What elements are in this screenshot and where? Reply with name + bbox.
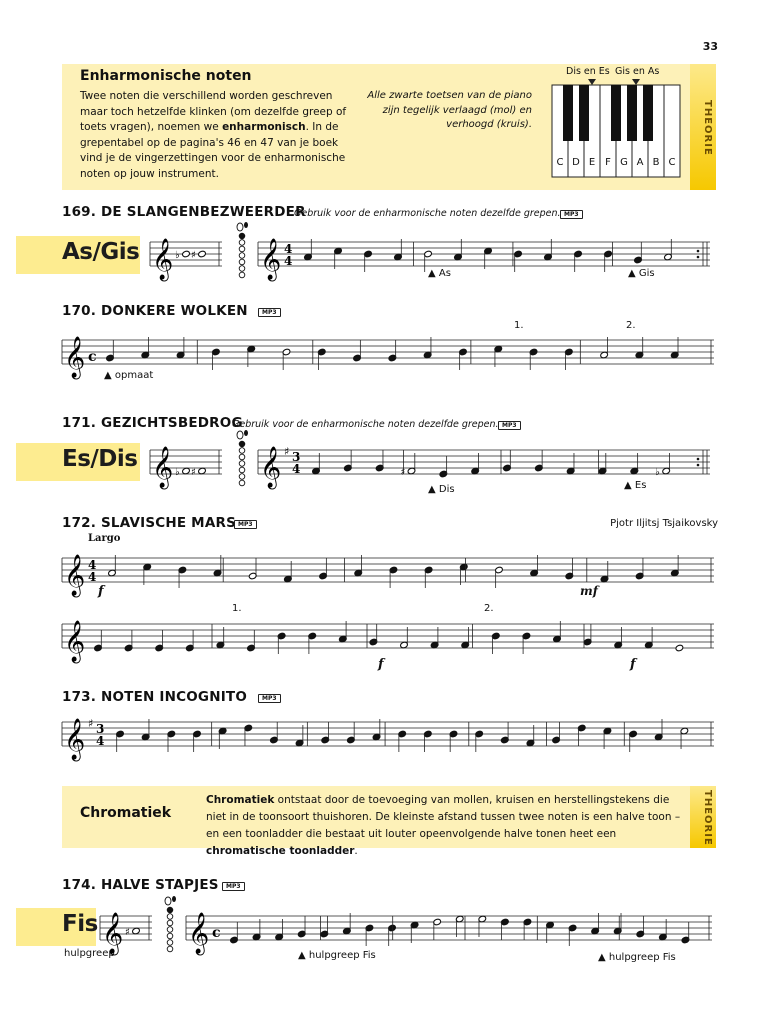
svg-text:♯: ♯ bbox=[88, 717, 94, 730]
annotation-es: ▲ Es bbox=[624, 480, 647, 491]
svg-text:4: 4 bbox=[292, 462, 301, 476]
treble-clef: 𝄞 bbox=[152, 239, 174, 280]
svg-text:c: c bbox=[88, 349, 97, 365]
theory-note: Alle zwarte toetsen van de piano zijn tegelijk verlaagd (mol) en verhoogd (kruis). bbox=[367, 90, 532, 130]
piano-key-7: C bbox=[668, 157, 676, 168]
svg-text:♯: ♯ bbox=[284, 445, 290, 458]
key-sublabel-174: hulpgreep bbox=[64, 948, 115, 959]
treble-clef: 𝄞 bbox=[64, 555, 86, 596]
mp3-badge-170[interactable]: MP3 bbox=[258, 308, 281, 317]
chromatiek-tab bbox=[690, 786, 716, 848]
piano-key-6: B bbox=[652, 157, 660, 168]
treble-clef: 𝄞 bbox=[64, 621, 86, 662]
annotation-gis: ▲ Gis bbox=[628, 268, 655, 279]
mp3-badge-172[interactable]: MP3 bbox=[234, 520, 257, 529]
dynamic-f-3: f bbox=[630, 657, 636, 672]
annotation-opmaat: ▲ opmaat bbox=[104, 370, 154, 381]
dynamic-f-2: f bbox=[378, 657, 384, 672]
theory-title: Enharmonische noten bbox=[80, 68, 252, 84]
staff-172-line1 bbox=[62, 552, 714, 596]
section-title-173: 173. NOTEN INCOGNITO bbox=[62, 689, 248, 705]
staff-172-line2 bbox=[62, 618, 714, 662]
svg-text:♭: ♭ bbox=[175, 250, 180, 261]
piano-key-5: A bbox=[636, 157, 644, 168]
piano-key-0: C bbox=[556, 157, 564, 168]
svg-text:3: 3 bbox=[292, 450, 301, 464]
ending-1-172: 1. bbox=[232, 603, 242, 614]
staff-169-enharmonic bbox=[150, 236, 222, 280]
staff-174-melody bbox=[186, 910, 712, 954]
piano-key-4: G bbox=[620, 157, 628, 168]
dynamic-f-1: f bbox=[98, 584, 104, 599]
fingering-chart-174 bbox=[162, 896, 178, 956]
section-title-169: 169. DE SLANGENBEZWEERDER bbox=[62, 204, 306, 220]
piano-key-3: F bbox=[605, 157, 611, 168]
svg-text:♯: ♯ bbox=[125, 927, 130, 938]
section-title-172: 172. SLAVISCHE MARS bbox=[62, 515, 236, 531]
page-number: 33 bbox=[702, 40, 718, 53]
svg-text:♯: ♯ bbox=[191, 250, 196, 261]
piano-key-labels bbox=[552, 157, 680, 173]
annotation-hulpgreep-2: ▲ hulpgreep Fis bbox=[598, 952, 676, 963]
staff-174-enharmonic bbox=[100, 910, 152, 954]
svg-text:4: 4 bbox=[284, 242, 293, 256]
theory-tab bbox=[690, 64, 716, 190]
chromatiek-text: Chromatiek ontstaat door de toevoeging van mollen, kruisen en herstellingstekens die niet in de toonsoort thuishoren. De kleinste afstand tussen twee noten is een halve toon – en een toonladder die bestaat uit louter opeenvolgende halve tonen heet een chromatische toonladder. bbox=[206, 794, 681, 857]
svg-text:♯: ♯ bbox=[191, 467, 196, 478]
svg-text:c: c bbox=[212, 925, 221, 941]
treble-clef: 𝄞 bbox=[188, 913, 210, 954]
ending-2-170: 2. bbox=[626, 320, 636, 331]
svg-text:4: 4 bbox=[96, 734, 105, 748]
treble-clef: 𝄞 bbox=[260, 447, 282, 488]
ending-2-172: 2. bbox=[484, 603, 494, 614]
annotation-dis: ▲ Dis bbox=[428, 484, 455, 495]
key-label-174: Fis bbox=[62, 911, 98, 937]
svg-text:♯: ♯ bbox=[400, 467, 406, 478]
svg-text:4: 4 bbox=[88, 558, 97, 572]
treble-clef: 𝄞 bbox=[64, 719, 86, 760]
treble-clef: 𝄞 bbox=[102, 913, 124, 954]
mp3-badge-171[interactable]: MP3 bbox=[498, 421, 521, 430]
key-label-169: As/Gis bbox=[62, 239, 140, 265]
section-subtitle-169: Gebruik voor de enharmonische noten dezelfde grepen. bbox=[294, 208, 561, 219]
theory-tab-label: THEORIE bbox=[702, 100, 713, 156]
treble-clef: 𝄞 bbox=[64, 337, 86, 378]
section-title-170: 170. DONKERE WOLKEN bbox=[62, 303, 248, 319]
dynamic-mf: mf bbox=[580, 584, 598, 598]
section-title-171: 171. GEZICHTSBEDROG bbox=[62, 415, 243, 431]
treble-clef: 𝄞 bbox=[260, 239, 282, 280]
composer: Pjotr Iljitsj Tsjaikovsky bbox=[610, 518, 718, 529]
fingering-chart-171 bbox=[234, 430, 250, 490]
theory-text: Twee noten die verschillend worden geschreven maar toch hetzelfde klinken (om dezelfde greep of toets vragen), noemen we enharmonisch. In de grepentabel op de pagina's 46 en 47 van je boek vind je de vingerzettingen voor de enharmonische noten op jouw instrument. bbox=[80, 90, 347, 180]
mp3-badge-174[interactable]: MP3 bbox=[222, 882, 245, 891]
svg-text:3: 3 bbox=[96, 722, 105, 736]
svg-text:♭: ♭ bbox=[655, 467, 660, 478]
treble-clef: 𝄞 bbox=[152, 447, 174, 488]
svg-text:♭: ♭ bbox=[175, 467, 180, 478]
mp3-badge-173[interactable]: MP3 bbox=[258, 694, 281, 703]
svg-text:4: 4 bbox=[88, 570, 97, 584]
mp3-badge-169[interactable]: MP3 bbox=[560, 210, 583, 219]
tempo-marking: Largo bbox=[88, 533, 121, 544]
staff-173-melody bbox=[62, 716, 714, 760]
piano-label-gis-as: Gis en As bbox=[615, 66, 660, 77]
annotation-hulpgreep-1: ▲ hulpgreep Fis bbox=[298, 950, 376, 961]
section-title-174: 174. HALVE STAPJES bbox=[62, 877, 219, 893]
svg-text:4: 4 bbox=[284, 254, 293, 268]
piano-label-dis-es: Dis en Es bbox=[566, 66, 610, 77]
key-label-171: Es/Dis bbox=[62, 446, 138, 472]
chromatiek-title: Chromatiek bbox=[80, 805, 172, 821]
fingering-chart-169 bbox=[234, 222, 250, 282]
ending-1-170: 1. bbox=[514, 320, 524, 331]
piano-key-1: D bbox=[572, 157, 580, 168]
section-subtitle-171: Gebruik voor de enharmonische noten dezelfde grepen. bbox=[232, 419, 499, 430]
piano-key-2: E bbox=[588, 157, 596, 168]
staff-171-enharmonic bbox=[150, 444, 222, 488]
chromatiek-tab-label: THEORIE bbox=[702, 790, 713, 846]
annotation-as: ▲ As bbox=[428, 268, 451, 279]
